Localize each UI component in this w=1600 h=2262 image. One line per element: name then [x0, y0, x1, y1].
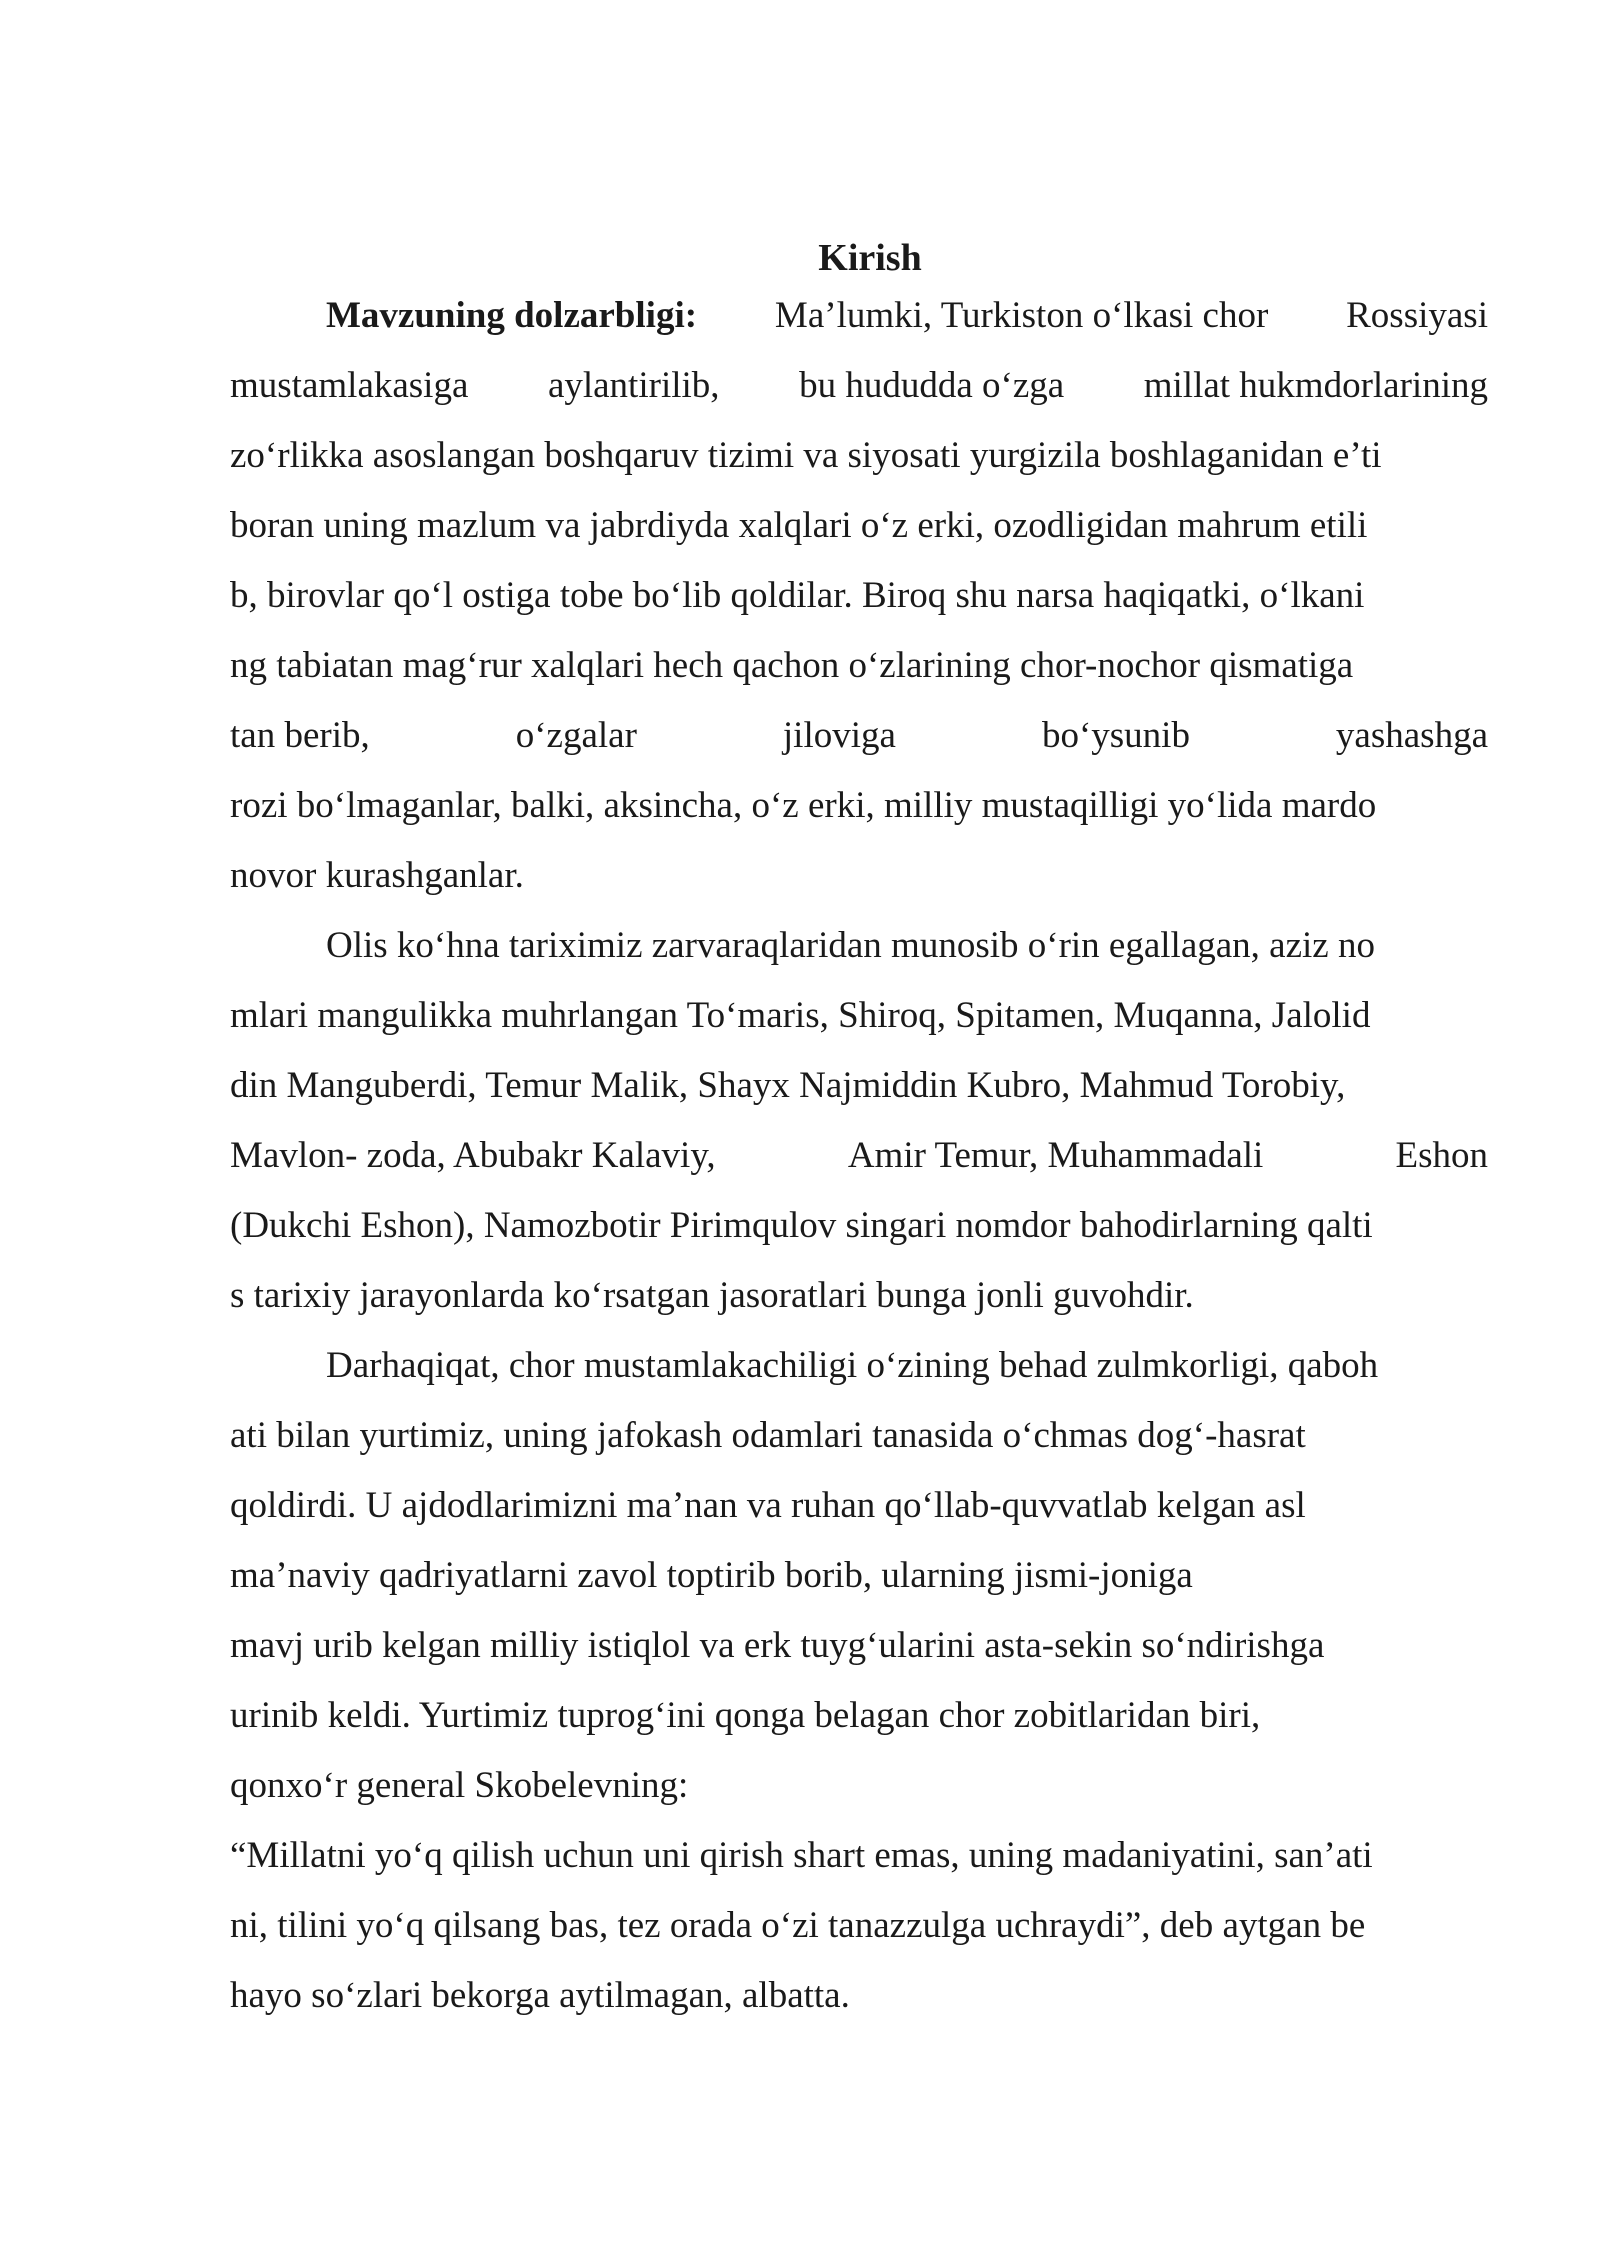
- quote-line-1: “Millatni yo‘q qilish uchun uni qirish shart emas, uning madaniyatini, san’ati: [230, 1835, 1373, 1876]
- paragraph-line-6: ng tabiatan mag‘rur xalqlari hech qachon o‘zlarining chor-nochor qismatiga: [230, 645, 1354, 686]
- text-segment: mustamlakasiga: [230, 365, 469, 406]
- lead-heading: Mavzuning dolzarbligi:: [326, 295, 698, 336]
- text-segment: yashashga: [1335, 715, 1488, 756]
- paragraph-line-10: Olis ko‘hna tariximiz zarvaraqlaridan munosib o‘rin egallagan, aziz no: [326, 925, 1375, 966]
- text-segment: tan berib,: [230, 715, 370, 756]
- text-segment: aylantirilib,: [547, 365, 720, 406]
- text-segment: bo‘ysunib: [1041, 715, 1190, 756]
- paragraph-line-18: qoldirdi. U ajdodlarimizni ma’nan va ruhan qo‘llab-quvvatlab kelgan asl: [230, 1485, 1306, 1526]
- text-segment: Ma’lumki, Turkiston o‘lkasi chor: [774, 295, 1269, 336]
- text-segment: millat hukmdorlarining: [1143, 365, 1488, 406]
- paragraph-line-13: [230, 1130, 1488, 1182]
- paragraph-line-11: mlari mangulikka muhrlangan To‘maris, Shiroq, Spitamen, Muqanna, Jalolid: [230, 995, 1371, 1036]
- text-segment: o‘zgalar: [515, 715, 637, 756]
- text-segment: bu hududda o‘zga: [799, 365, 1065, 406]
- text-segment: Mavlon- zoda, Abubakr Kalaviy,: [230, 1135, 716, 1176]
- paragraph-line-5: b, birovlar qo‘l ostiga tobe bo‘lib qoldilar. Biroq shu narsa haqiqatki, o‘lkani: [230, 575, 1365, 616]
- paragraph-line-1: [326, 290, 1488, 342]
- text-segment: jiloviga: [782, 715, 896, 756]
- paragraph-line-20: mavj urib kelgan milliy istiqlol va erk tuyg‘ularini asta-sekin so‘ndirishga: [230, 1625, 1325, 1666]
- paragraph-line-21: urinib keldi. Yurtimiz tuprog‘ini qonga belagan chor zobitlaridan biri,: [230, 1695, 1261, 1736]
- paragraph-line-12: din Manguberdi, Temur Malik, Shayx Najmiddin Kubro, Mahmud Torobiy,: [230, 1065, 1346, 1106]
- paragraph-line-19: ma’naviy qadriyatlarni zavol toptirib borib, ularning jismi-joniga: [230, 1555, 1193, 1596]
- page-title: Kirish: [818, 237, 922, 279]
- paragraph-line-8: rozi bo‘lmaganlar, balki, aksincha, o‘z erki, milliy mustaqilligi yo‘lida mardo: [230, 785, 1377, 826]
- quote-line-3: hayo so‘zlari bekorga aytilmagan, albatta.: [230, 1975, 850, 2016]
- paragraph-line-22: qonxo‘r general Skobelevning:: [230, 1765, 689, 1806]
- paragraph-line-4: boran uning mazlum va jabrdiyda xalqlari o‘z erki, ozodligidan mahrum etili: [230, 505, 1368, 546]
- paragraph-line-9: novor kurashganlar.: [230, 855, 524, 896]
- paragraph-line-7: [230, 710, 1488, 762]
- paragraph-line-3: zo‘rlikka asoslangan boshqaruv tizimi va siyosati yurgizila boshlaganidan e’ti: [230, 435, 1382, 476]
- paragraph-line-15: s tarixiy jarayonlarda ko‘rsatgan jasoratlari bunga jonli guvohdir.: [230, 1275, 1194, 1316]
- paragraph-line-14: (Dukchi Eshon), Namozbotir Pirimqulov singari nomdor bahodirlarning qalti: [230, 1205, 1373, 1246]
- text-segment: Amir Temur, Muhammadali: [847, 1135, 1264, 1176]
- paragraph-line-2: [230, 360, 1488, 412]
- quote-line-2: ni, tilini yo‘q qilsang bas, tez orada o‘zi tanazzulga uchraydi”, deb aytgan be: [230, 1905, 1366, 1946]
- paragraph-line-16: Darhaqiqat, chor mustamlakachiligi o‘zining behad zulmkorligi, qaboh: [326, 1345, 1379, 1386]
- text-segment: Rossiyasi: [1346, 295, 1488, 336]
- text-segment: Eshon: [1395, 1135, 1488, 1176]
- paragraph-line-17: ati bilan yurtimiz, uning jafokash odamlari tanasida o‘chmas dog‘-hasrat: [230, 1415, 1306, 1456]
